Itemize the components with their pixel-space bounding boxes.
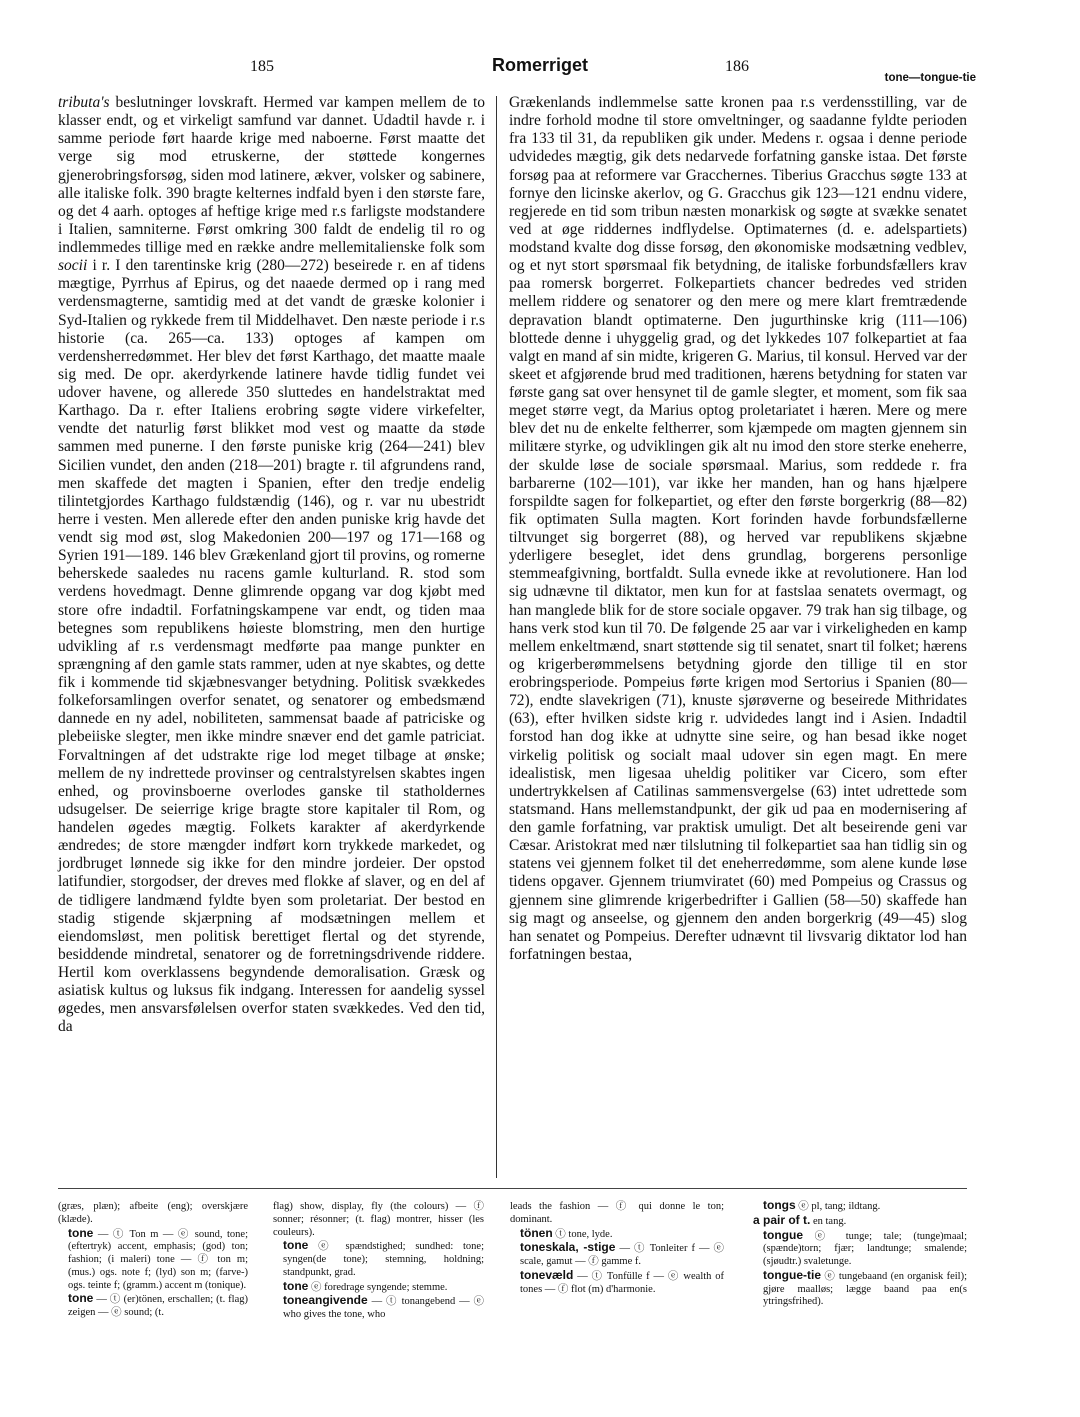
dict-entry: toneskala, -stige — ⓣ Tonleiter f — ⓔ scale, gamut — ⓕ gamme f.: [520, 1240, 725, 1267]
dict-entry: tone — ⓣ (er)tönen, erschallen; (t. flag) zeigen — ⓔ sound; (t.: [68, 1291, 248, 1318]
dict-entry: tone — ⓣ Ton m — ⓔ sound, tone; (eftertryk) accent, emphasis; (god) ton; fashion; (i maleri) tone — ⓕ ton m; (mus.) ogs. note f; (lyd) son m; (farve-) ogs. teinte f; (gramm.) accent m (tonique).: [68, 1225, 248, 1291]
dict-entry: tongs ⓔ pl, tang; ildtang.: [763, 1198, 881, 1212]
dict-entry: tone ⓔ foredrage syngende; stemme.: [283, 1278, 448, 1293]
left-column: [58, 94, 485, 1037]
dictionary-column-4: [753, 1199, 967, 1309]
dictionary-column-3: [510, 1199, 724, 1296]
dict-entry: tongue-tie ⓔ tungebaand (en organisk feil); gjøre maalløs; lægge baand paa en(s ytringsfrihed).: [763, 1267, 967, 1308]
dict-entry: a pair of t. en tang.: [753, 1212, 847, 1227]
page-number-right: 186: [725, 58, 749, 75]
dict-entry: flag) show, display, fly (the colours) — ⓕ sonner; résonner; (t. flag) montrer, hisser (les couleurs).: [273, 1201, 484, 1238]
running-head: tone—tongue-tie: [884, 72, 976, 84]
dict-entry: tonevæld — ⓣ Tonfülle f — ⓔ wealth of tones — ⓕ flot (m) d'harmonie.: [520, 1267, 724, 1295]
dict-entry: toneangivende — ⓣ tonangebend — ⓔ who gives the tone, who: [283, 1293, 484, 1320]
page-number-left: 185: [250, 58, 274, 75]
dict-entry: (græs, plæn); afbeite (eng); overskjære (klæde).: [58, 1201, 248, 1225]
page-title: Romerriget: [491, 55, 589, 75]
socii-italic: socii: [58, 257, 88, 275]
column-divider: [496, 96, 497, 1178]
left-paragraph: [58, 94, 485, 1037]
right-column: [509, 94, 967, 964]
left-text-2: i r. I den tarentinske krig (280—272) beseirede r. en af tidens mægtige, Pyrrhus af Epirus, og det naaede dermed op i rang med verdensmagterne, samtidig med at det vandt de græske kolonier i Syd-Italien og rykkede frem til Middelhavet. Den næste periode i r.s historie (ca. 265—ca. 133) optoges af kampen om verdensherredømmet. Her blev det først Karthago, det maatte maale sig med. De opr. akerdyrkende latinere havde tidlig fundet vei udover havene, og allerede 350 sluttedes en handelstraktat med Karthago. Da r. efter Italiens erobring søgte videre virkefelter, vendte det naturlig først blikket mod vest og maatte da støde sammen med punerne. I den første puniske krig (264—241) blev Sicilien vundet, den anden (218—201) bragte r. til afgrundens rand, men skaffede det magten i Spanien, efter den tredje endelig tilintetgjordes Karthago fuldstændig (146), og r. var nu ubestridt herre i vesten. Men allerede efter den anden puniske krig havde det vendt sig mod øst, slog Makedonien 200—197 og 171—168 og Syrien 191—189. 146 blev Grækenland gjort til provins, og romerne beherskede saaledes nu racens gamle kulturland. R. stod som verdens hovedmagt. Denne glimrende opgang var dog kjøbt med store ofre indadtil. Forfatningskampene var endt, og tiden maa betegnes som republikens høieste blomstring, men den hurtige udvikling af r.s verdensmagt medførte paa mange punkter en sprængning af den gamle stats rammer, uden at nye skabtes, og dette fik i kommende tid skjæbnesvanger betydning. Politisk svækkedes folkeforsamlingen overfor senatet, og senatorer og embedsmænd dannede en ny adel, nobiliteten, sammensat baade af patriciske og plebeiiske slegter, men ikke mindre snæver end det gamle patriciat. Forvaltningen af det udstrakte rige lod meget tilbage at ønske; mellem de ny indrettede provinser og centralstyrelsen skabtes ingen enhed, og provinsboerne overlodes ganske til statholdernes udsugelser. De seierrige krige bragte store kapitaler til Rom, og handelen øgedes mægtig. Folkets karakter af akerdyrkende ændredes; de store mængder indført korn trykkede markedet, og jordbruget lønnede sig ikke for den mindre jordeier. Der opstod latifundier, storgodser, der dreves med flokke af slaver, og en del af de tidligere landmænd fyldte byen som proletariat. Der bestod en stadig stigende skjærpning af modsætningen mellem et eiendomsløst, men politisk berettiget flertal og det styrende, besiddende mindretal, senatorer og de forretningsdrivende riddere. Hertil kom overklassens begyndende demoralisation. Græsk og asiatisk kultus og luksus fik indgang. Interessen for aandelig syssel øgedes, men ansvarsfølelsen overfor staten svækkedes. Ved den tid, da: [58, 257, 485, 1036]
dict-entry: tone ⓔ spændstighed; sundhed: tone; syngen(de tone); stemning, holdning; standpunkt, grad.: [283, 1238, 484, 1278]
dictionary-column-2: [273, 1199, 484, 1322]
dict-entry: leads the fashion — ⓕ qui donne le ton; dominant.: [510, 1201, 724, 1225]
lead-italic: tributa's: [58, 94, 110, 111]
dict-entry: tongue ⓔ tunge; tale; (tunge)maal; (spænde)torn; fjær; landtunge; smalende; (sjøudtr.) svaletunge.: [763, 1227, 967, 1267]
dict-entry: tönen ⓣ tone, lyde.: [520, 1225, 613, 1240]
footnote-rule: [58, 1188, 967, 1189]
left-text: beslutninger lovskraft. Hermed var kampen mellem de to klasser endt, og et virkeligt samfund var dannet. Udadtil havde r. i samme periode ført haarde krige med naboerne. Først maatte det verge sig mod etruskerne, der støttede kongernes gjenerobringsforsøg, siden mod latinere, ækver, volsker og sabinere, alle italiske folk. 390 bragte kelternes indfald byen i den største fare, og det 4 aarh. optoges af heftige krige med r.s farligste modstandere i Italien, samniterne. Først omkring 300 faldt de endelig til ro og indlemmedes tillige med en række andre mellemitalienske folk som: [58, 94, 485, 256]
dictionary-column-1: [58, 1199, 248, 1320]
right-paragraph: Grækenlands indlemmelse satte kronen paa r.s verdensstilling, var de indre forhold modne til store omveltninger, og saadanne fyldte perioden fra 133 til 31, da republiken gik under. Medens r. ogsaa i denne periode udvidedes mægtig, gik dets nedarvede forfatning ganske istaa. Det første forsøg paa at reformere var Gracchernes. Tiberius Gracchus søgte 133 at fornye den licinske akerlov, og G. Gracchus gik 123—121 endnu videre, regjerede en tid som tribun næsten monarkisk og søgte at svække senatet ved at øge riddernes indflydelse. Optimaternes (d. e. adelspartiets) modstand kvalte dog disse forsøg, den økonomiske modsætning vedblev, og et nyt stort spørsmaal fik betydning, de italiske forbundsfællers krav paa romersk borgerret. Folkepartiets chancer bedredes ved striden mellem riddere og senatorer og den mere og mere klart fremtrædende depravation blandt optimaterne. Den jugurthinske krig (111—106) blottede denne i uhyggelig grad, og det lykkedes 107 folkepartiet at faa valgt en mand af sin midte, krigeren G. Marius, til konsul. Herved var der skeet et afgjørende brud med traditionen, hærens betydning for staten var første gang sat over hensynet til de gamle slegter, et moment, som fik saa meget større vegt, da Marius optog proletariatet i hæren. Mere og mere blev det nu de enkelte feltherrer, som kjæmpede om magten gjennem sin militære styrke, og udviklingen gik alt nu imod den store sterke eneherre, der skulde løse de sociale spørsmaal. Marius, som reddede r. fra barbarerne (102—101), var ikke her manden, han og hans hjælpere forspildte sagen for folkepartiet, og efter den første borgerkrig (88—82) fik optimaten Sulla magten. Kort forinden havde forbundsfællerne tiltvunget sig borgerret (88), og herved var republikens skjæbne yderligere beseglet, idet dens grundlag, borgerens personlige stemmeafgivning, bortfaldt. Sulla evnede ikke at revolutionere. Han lod sig udnævne til diktator, men kun for at fastslaa senatets overmagt, og han manglede blik for de store sociale opgaver. 79 trak han sig tilbage, og hans verk stod kun til 70. De følgende 25 aar var i virkeligheden en kamp mellem enkeltmænd, snart støttende sig til senatet, snart til folket; hærens og krigerberømmelsens betydning gjorde den tillige til en stor erobringsperiode. Pompeius førte krigen mod Sertorius i Spanien (80—72), endte slavekrigen (71), knuste sjørøverne og beseirede Mithridates (63), efter hvilken sidste krig r. udvidedes langt ind i Asien. Indadtil forstod han dog ikke at udnytte sine seire, og han besad ikke noget virkelig politisk og socialt maal udover sin egen magt. En mere idealistisk, men ligesaa uheldig politiker var Cicero, som efter undertrykkelsen af Catilinas sammensvergelse (63) intet udrettede som statsmand. Hans mellemstandpunkt, der gik ud paa en modernisering af den gamle forfatning, var praktisk umuligt. Det alt beseirende geni var Cæsar. Aristokrat med nær tilslutning til folkepartiet saa han tidlig sin og statens vei gjennem folket til det eneherredømme, som alene kunde løse tidens opgaver. Gjennem triumviratet (60) med Pompeius og Crassus og gjennem sine glimrende krigerbedrifter i Gallien (58—50) skaffede han sig magt og anseelse, og gjennem den anden borgerkrig (49—45) slog han senatet og Pompeius. Derefter udnævnt til livsvarig diktator lod han forfatningen bestaa,: [509, 94, 967, 963]
